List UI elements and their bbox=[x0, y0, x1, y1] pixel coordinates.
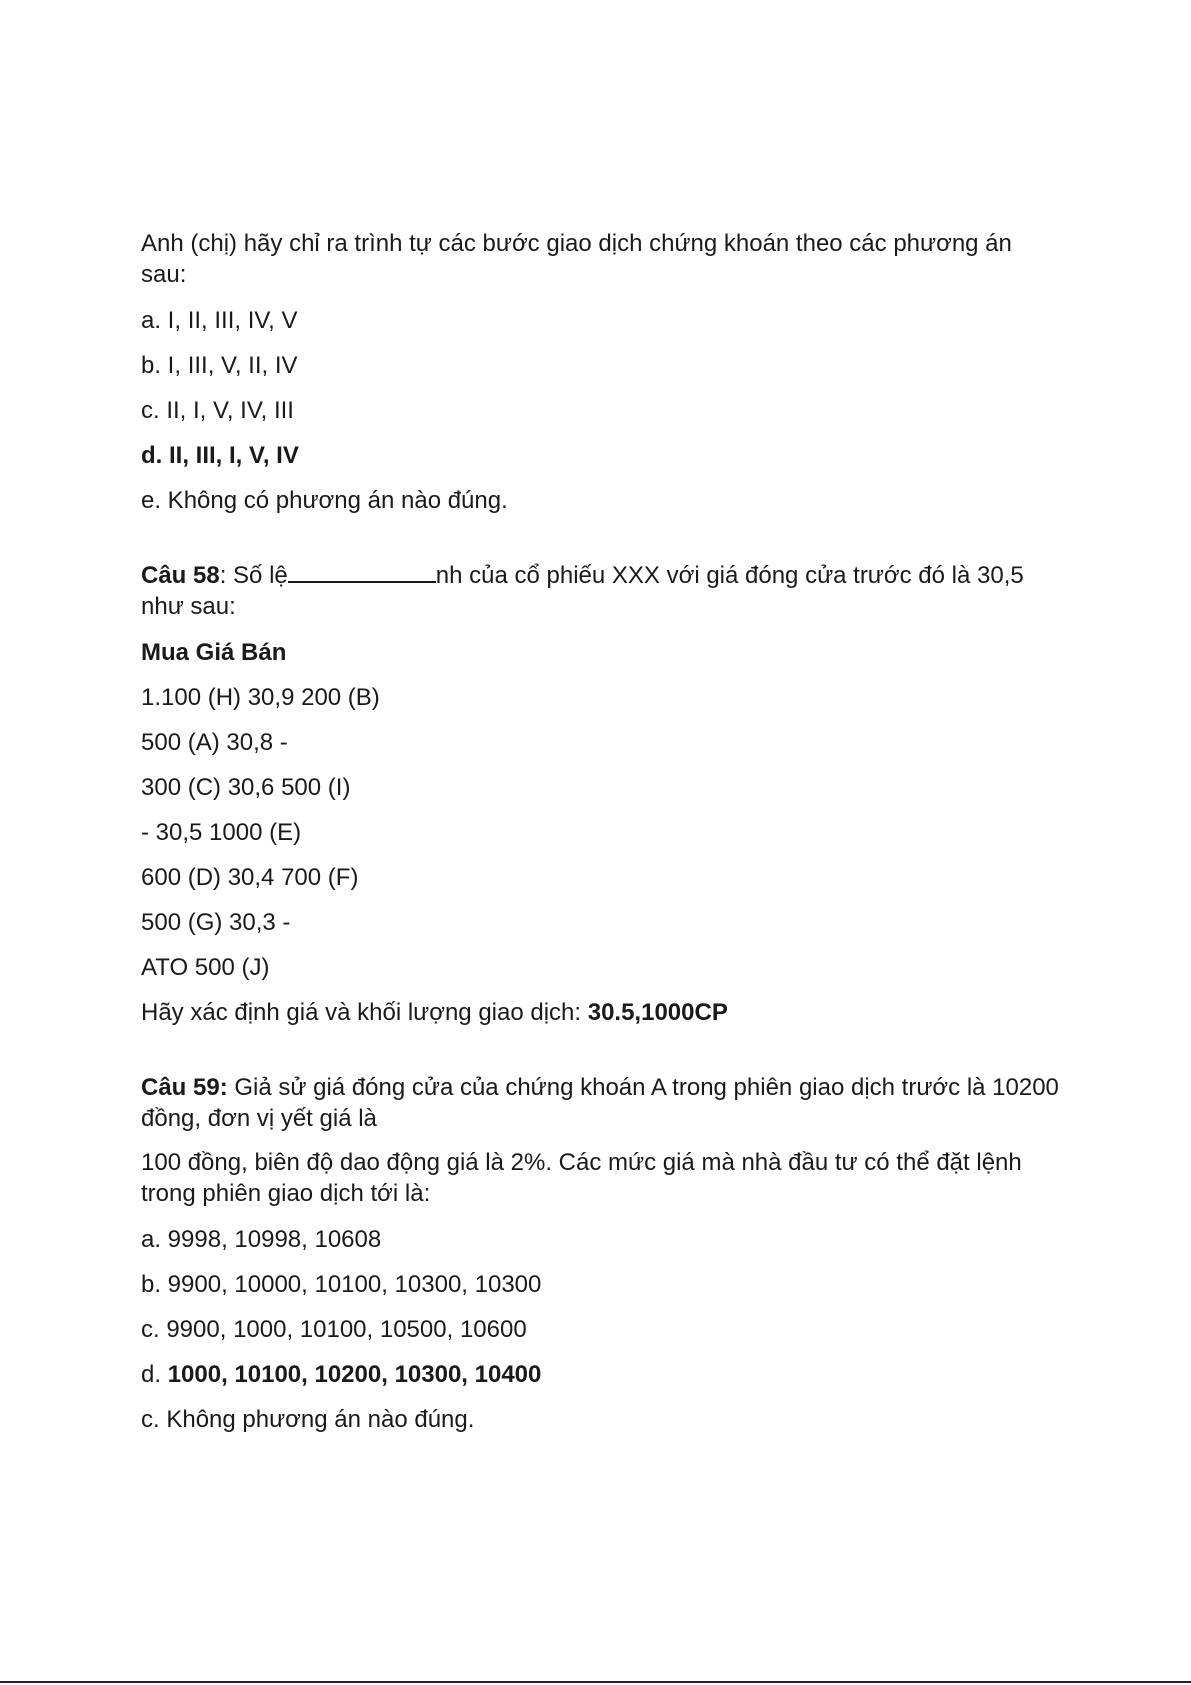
q58-row: 1.100 (H) 30,9 200 (B) bbox=[141, 684, 380, 711]
q59-option-d-value: 1000, 10100, 10200, 10300, 10400 bbox=[167, 1361, 542, 1388]
q58-text-before: : Số lệ bbox=[219, 562, 288, 589]
q58-row: 300 (C) 30,6 500 (I) bbox=[141, 774, 351, 801]
q59-option-a: a. 9998, 10998, 10608 bbox=[141, 1226, 382, 1253]
q58-row: 600 (D) 30,4 700 (F) bbox=[141, 864, 359, 891]
q58-row: 500 (G) 30,3 - bbox=[141, 909, 291, 936]
q59-prompt-2: 100 đồng, biên độ dao động giá là 2%. Các mức giá mà nhà đầu tư có thể đặt lệnh trong phiên giao dịch tới là: bbox=[141, 1149, 1022, 1207]
q59-prompt-1-text: Giả sử giá đóng cửa của chứng khoán A trong phiên giao dịch trước là 10200 đồng, đơn vị yết giá là bbox=[141, 1074, 1059, 1132]
q58-row: - 30,5 1000 (E) bbox=[141, 819, 302, 846]
q57-option-e: e. Không có phương án nào đúng. bbox=[141, 487, 508, 514]
q58-answer-prefix: Hãy xác định giá và khối lượng giao dịch: bbox=[141, 999, 588, 1026]
q58-row: ATO 500 (J) bbox=[141, 954, 270, 981]
q58-prompt bbox=[141, 560, 1061, 622]
q57-option-d bbox=[141, 440, 1061, 471]
q59-option-d-prefix: d. bbox=[141, 1361, 168, 1388]
q58-row: 500 (A) 30,8 - bbox=[141, 729, 288, 756]
q57-prompt: Anh (chị) hãy chỉ ra trình tự các bước giao dịch chứng khoán theo các phương án sau: bbox=[141, 230, 1012, 288]
q58-table-header bbox=[141, 637, 1061, 668]
q58-label: Câu 58 bbox=[141, 562, 220, 589]
q59-option-c: c. 9900, 1000, 10100, 10500, 10600 bbox=[141, 1316, 527, 1343]
q59-label: Câu 59: bbox=[141, 1074, 228, 1101]
q59-option-last: c. Không phương án nào đúng. bbox=[141, 1406, 475, 1433]
spacer bbox=[141, 530, 1061, 560]
q59-prompt-1 bbox=[141, 1072, 1061, 1134]
q57-option-c: c. II, I, V, IV, III bbox=[141, 397, 294, 424]
page-bottom-rule bbox=[0, 1681, 1191, 1683]
document-page bbox=[141, 228, 1061, 1449]
q59-option-b: b. 9900, 10000, 10100, 10300, 10300 bbox=[141, 1271, 542, 1298]
q58-table-header-text: Mua Giá Bán bbox=[141, 639, 287, 666]
q58-answer bbox=[141, 997, 1061, 1028]
q58-text-after: nh của cổ phiếu XXX với giá đóng cửa trước đó là 30,5 như sau: bbox=[141, 562, 1024, 620]
q58-answer-value: 30.5,1000CP bbox=[587, 999, 728, 1026]
spacer bbox=[141, 1042, 1061, 1072]
q57-option-d-text: d. II, III, I, V, IV bbox=[141, 442, 299, 469]
q59-option-d bbox=[141, 1359, 1061, 1390]
q57-option-a: a. I, II, III, IV, V bbox=[141, 307, 298, 334]
q57-option-b: b. I, III, V, II, IV bbox=[141, 352, 298, 379]
q58-blank bbox=[288, 561, 436, 583]
